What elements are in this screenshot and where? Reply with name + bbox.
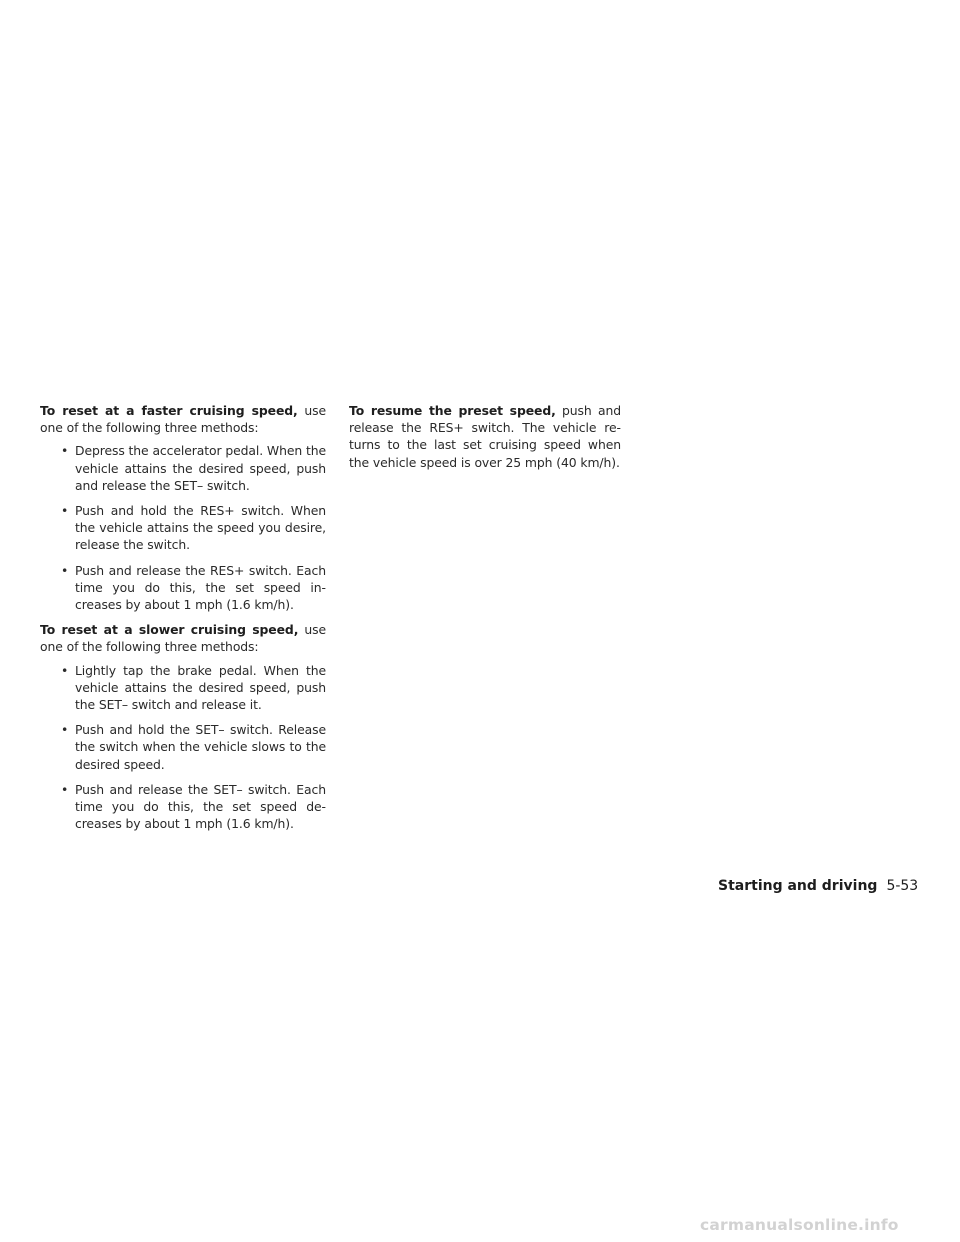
bullet-icon: • — [61, 662, 69, 678]
left-column — [40, 402, 326, 840]
slower-speed-intro — [40, 621, 326, 655]
list-item-text: Push and hold the RES+ switch. When the vehicle attains the speed you desire, release the switch. — [75, 503, 326, 553]
faster-speed-heading: To reset at a faster cruising speed, — [40, 403, 298, 418]
slower-speed-methods — [40, 662, 326, 833]
slower-speed-intro-text: use one of the following three methods: — [40, 622, 326, 655]
bullet-icon: • — [61, 781, 69, 797]
page-footer — [718, 877, 918, 895]
slower-speed-heading: To reset at a slower cruising speed, — [40, 622, 299, 638]
list-item-text: Push and hold the SET– switch. Release the switch when the vehicle slows to the desired speed. — [75, 722, 326, 772]
resume-speed-text: push and release the RES+ switch. The vehicle returns to the last set cruising speed when the vehicle speed is over 25 mph (40 km/h). — [349, 403, 621, 470]
list-item — [40, 562, 326, 614]
list-item — [40, 442, 326, 494]
list-item-text: Push and release the SET– switch. Each time you do this, the set speed decreases by about 1 mph (1.6 km/h). — [75, 781, 326, 832]
right-column — [349, 402, 621, 477]
resume-speed-heading: To resume the preset speed, — [349, 403, 556, 418]
bullet-icon: • — [61, 722, 69, 738]
faster-speed-methods — [40, 442, 326, 613]
section-title: Starting and driving — [718, 878, 878, 894]
list-item — [40, 721, 326, 773]
bullet-icon: • — [61, 503, 69, 519]
list-item-text: Push and release the RES+ switch. Each time you do this, the set speed increases by about 1 mph (1.6 km/h). — [75, 562, 326, 613]
bullet-icon: • — [61, 562, 69, 578]
list-item — [40, 502, 326, 554]
list-item — [40, 781, 326, 833]
page-number: 5-53 — [886, 878, 919, 894]
watermark: carmanualsonline.info — [700, 1216, 899, 1234]
faster-speed-intro — [40, 402, 326, 436]
bullet-icon: • — [61, 443, 69, 459]
resume-speed-paragraph — [349, 402, 621, 471]
list-item-text: Lightly tap the brake pedal. When the vehicle attains the desired speed, push the SET– switch and release it. — [75, 662, 326, 713]
list-item-text: Depress the accelerator pedal. When the vehicle attains the desired speed, push and release the SET– switch. — [75, 443, 326, 493]
list-item — [40, 662, 326, 714]
faster-speed-intro-text: use one of the following three methods: — [40, 403, 326, 436]
